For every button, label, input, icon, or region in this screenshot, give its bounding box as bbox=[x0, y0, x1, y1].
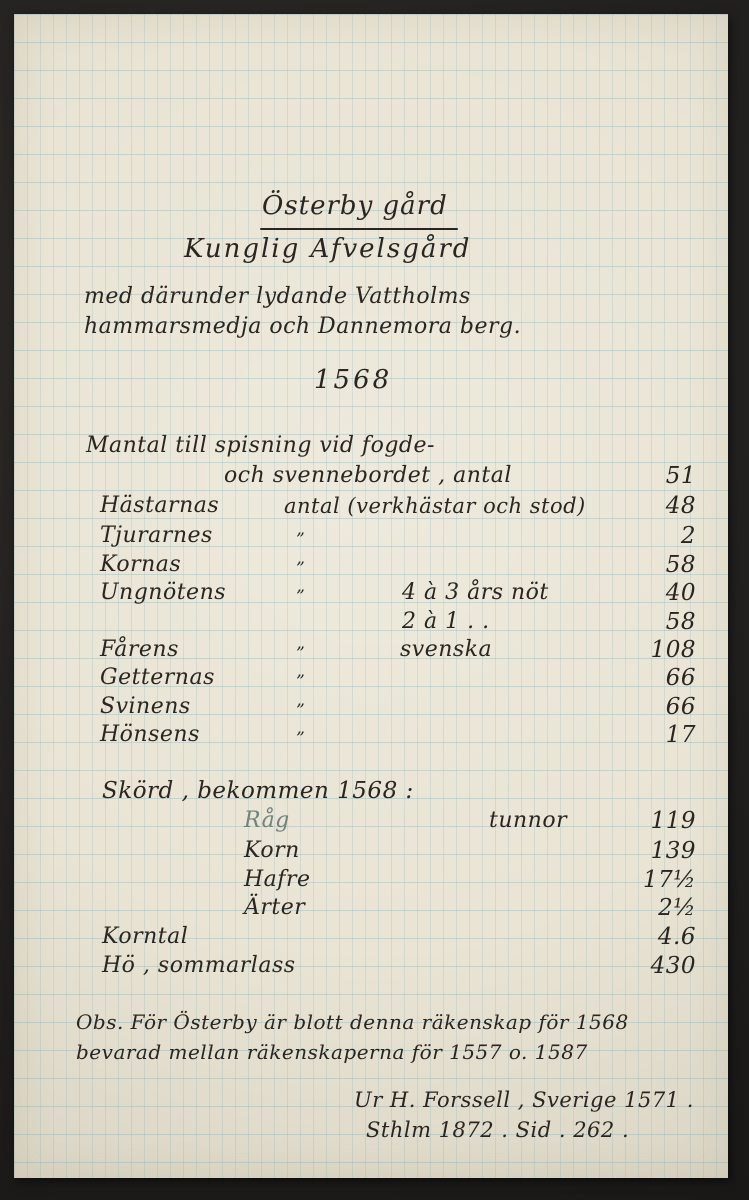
year-line bbox=[14, 366, 728, 396]
harvest-row-rye bbox=[14, 807, 728, 837]
row-label: Hö , sommarlass bbox=[102, 953, 296, 978]
note-text-2: bevarad mellan räkenskaperna för 1557 o. 1587 bbox=[76, 1040, 588, 1064]
row-label: Ungnötens bbox=[100, 580, 227, 605]
page-title-line bbox=[14, 192, 728, 222]
livestock-heading-value: 51 bbox=[665, 463, 696, 489]
note-line-1 bbox=[14, 1008, 728, 1038]
row-detail: 2 à 1 . . bbox=[402, 609, 490, 634]
row-label: Korn bbox=[244, 838, 300, 863]
ditto-mark: ” bbox=[296, 672, 306, 692]
page-subtitle: Kunglig Afvelsgård bbox=[184, 234, 472, 264]
livestock-row-horses bbox=[14, 492, 728, 522]
row-label: Råg bbox=[244, 808, 290, 833]
title-underline bbox=[260, 228, 458, 230]
livestock-heading-line-1 bbox=[14, 432, 728, 462]
row-label: Hönsens bbox=[100, 722, 200, 747]
harvest-row-barley bbox=[14, 837, 728, 867]
row-value: 17½ bbox=[642, 867, 696, 893]
citation-line-2 bbox=[14, 1116, 728, 1146]
harvest-heading-line bbox=[14, 777, 728, 807]
year-value: 1568 bbox=[314, 365, 393, 395]
description-text-2: hammarsmedja och Dannemora berg. bbox=[84, 314, 522, 339]
row-label: Korntal bbox=[102, 924, 189, 949]
ditto-mark: ” bbox=[296, 644, 306, 664]
ditto-mark: ” bbox=[296, 559, 306, 579]
row-value: 66 bbox=[665, 665, 696, 691]
manuscript-page bbox=[14, 14, 728, 1178]
note-text-1: Obs. För Österby är blott denna räkenskap för 1568 bbox=[76, 1010, 629, 1034]
row-label: Kornas bbox=[100, 552, 182, 577]
harvest-row-korntal bbox=[14, 923, 728, 953]
description-text-1: med därunder lydande Vattholms bbox=[84, 284, 471, 309]
citation-text-1: Ur H. Forssell , Sverige 1571 . bbox=[354, 1088, 694, 1112]
livestock-heading-line-2 bbox=[14, 462, 728, 492]
livestock-row-goats bbox=[14, 664, 728, 694]
harvest-row-peas bbox=[14, 894, 728, 924]
livestock-heading-text-1: Mantal till spisning vid fogde- bbox=[86, 433, 435, 458]
harvest-row-oats bbox=[14, 866, 728, 896]
row-value: 2 bbox=[680, 523, 696, 549]
harvest-heading-text: Skörd , bekommen 1568 : bbox=[102, 778, 414, 804]
row-note: antal (verkhästar och stod) bbox=[284, 494, 586, 518]
row-value: 4.6 bbox=[657, 924, 696, 950]
livestock-row-bulls bbox=[14, 522, 728, 552]
citation-text-2: Sthlm 1872 . Sid . 262 . bbox=[366, 1118, 630, 1142]
livestock-row-young-cattle bbox=[14, 579, 728, 609]
livestock-row-young-cattle-2 bbox=[14, 608, 728, 638]
row-value: 2½ bbox=[658, 895, 696, 921]
row-value: 48 bbox=[665, 493, 696, 519]
livestock-row-sheep bbox=[14, 636, 728, 666]
row-label: Fårens bbox=[100, 637, 179, 662]
row-value: 17 bbox=[665, 722, 696, 748]
ditto-mark: ” bbox=[296, 729, 306, 749]
row-detail: svenska bbox=[400, 637, 493, 662]
row-label: Ärter bbox=[244, 895, 306, 920]
row-value: 108 bbox=[650, 637, 696, 663]
livestock-row-cows bbox=[14, 551, 728, 581]
row-value: 430 bbox=[650, 953, 696, 979]
page-title: Österby gård bbox=[262, 191, 448, 221]
harvest-row-hay bbox=[14, 952, 728, 982]
ditto-mark: ” bbox=[296, 587, 306, 607]
livestock-row-pigs bbox=[14, 693, 728, 723]
row-label: Tjurarnes bbox=[100, 523, 213, 548]
row-label: Svinens bbox=[100, 694, 191, 719]
livestock-heading-text-2: och svennebordet , antal bbox=[224, 463, 512, 488]
row-value: 66 bbox=[665, 694, 696, 720]
description-line-1 bbox=[14, 283, 728, 313]
unit-label: tunnor bbox=[489, 808, 568, 833]
description-line-2 bbox=[14, 313, 728, 343]
row-label: Hafre bbox=[244, 867, 311, 892]
row-value: 139 bbox=[650, 838, 696, 864]
row-value: 58 bbox=[665, 552, 696, 578]
row-label: Getternas bbox=[100, 665, 215, 690]
row-detail: 4 à 3 års nöt bbox=[402, 580, 549, 605]
note-line-2 bbox=[14, 1038, 728, 1068]
citation-line-1 bbox=[14, 1086, 728, 1116]
page-subtitle-line bbox=[14, 235, 728, 265]
row-value: 40 bbox=[665, 580, 696, 606]
row-value: 119 bbox=[650, 808, 696, 834]
row-label: Hästarnas bbox=[100, 493, 220, 518]
livestock-row-hens bbox=[14, 721, 728, 751]
ditto-mark: ” bbox=[296, 530, 306, 550]
ditto-mark: ” bbox=[296, 701, 306, 721]
row-value: 58 bbox=[665, 609, 696, 635]
